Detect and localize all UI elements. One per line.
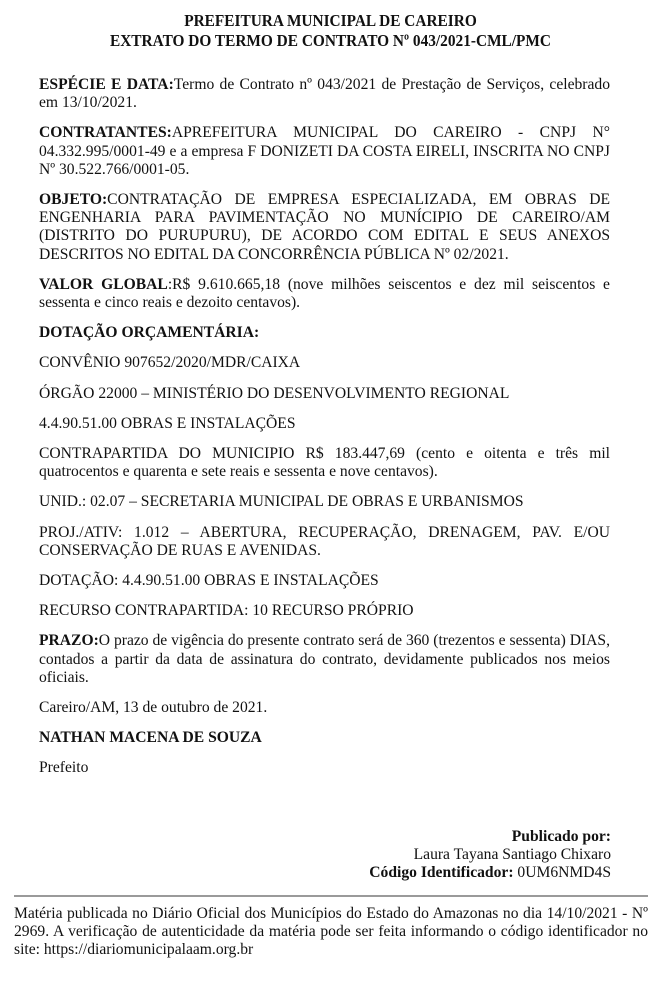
publisher-name: Laura Tayana Santiago Chixaro [413, 846, 611, 864]
contratantes-text: APREFEITURA MUNICIPAL DO CAREIRO - CNPJ N° 04.332.995/0001-49 e a empresa F DONIZETI DA COSTA EIRELI, INSCRITA NO CNPJ Nº 30.522.766/0001-05. [39, 124, 610, 178]
elemento-line: 4.4.90.51.00 OBRAS E INSTALAÇÕES [39, 414, 296, 432]
footer-note: Matéria publicada no Diário Oficial dos Municípios do Estado do Amazonas no dia 14/10/2021 - Nº 2969. A verificação de autenticidade da matéria pode ser feita informando o código identificador no site: https://diariomunicipalaam.org.br [14, 905, 648, 959]
contratantes-label: CONTRATANTES: [39, 124, 172, 142]
prazo-text: O prazo de vigência do presente contrato será de 360 (trezentos e sessenta) DIAS, contados a partir da data de assinatura do contrato, devidamente publicados nos meios oficiais. [39, 632, 610, 686]
recurso-line: RECURSO CONTRAPARTIDA: 10 RECURSO PRÓPRIO [39, 602, 414, 620]
dotacao-line: DOTAÇÃO: 4.4.90.51.00 OBRAS E INSTALAÇÕES [39, 572, 379, 590]
header-title: PREFEITURA MUNICIPAL DE CAREIRO [184, 11, 477, 30]
dotacao-title-text: DOTAÇÃO ORÇAMENTÁRIA: [39, 324, 260, 342]
especie-paragraph [39, 76, 610, 112]
identifier-code-label: Código Identificador: [369, 864, 514, 882]
prazo-label: PRAZO: [39, 632, 99, 650]
valor-label: VALOR GLOBAL [39, 275, 168, 293]
signatario-cargo: Prefeito [39, 759, 89, 777]
convenio-line: CONVÊNIO 907652/2020/MDR/CAIXA [39, 354, 301, 372]
contrapartida-paragraph: CONTRAPARTIDA DO MUNICIPIO R$ 183.447,69 (cento e oitenta e três mil quatrocentos e quarenta e sete reais e sessenta e nove centavos). [39, 445, 610, 481]
valor-paragraph [39, 276, 610, 312]
document-body [39, 76, 610, 790]
publication-info [369, 828, 611, 883]
dotacao-title [39, 324, 610, 342]
published-by-label-text: Publicado por: [511, 828, 611, 845]
identifier-code [369, 864, 611, 882]
proj-paragraph: PROJ./ATIV: 1.012 – ABERTURA, RECUPERAÇÃO, DRENAGEM, PAV. E/OU CONSERVAÇÃO DE RUAS E AVENIDAS. [39, 523, 610, 559]
local-data: Careiro/AM, 13 de outubro de 2021. [39, 699, 268, 717]
document-header [23, 11, 638, 51]
especie-label: ESPÉCIE E DATA: [39, 76, 174, 93]
valor-text: :R$ 9.610.665,18 (nove milhões seiscentos e dez mil seiscentos e sessenta e cinco reais e dezoito centavos). [39, 275, 610, 312]
objeto-paragraph [39, 191, 610, 264]
contratantes-paragraph [39, 124, 610, 179]
signatario-name [39, 729, 610, 747]
unid-line: UNID.: 02.07 – SECRETARIA MUNICIPAL DE OBRAS E URBANISMOS [39, 493, 524, 511]
signatario-name-text: NATHAN MACENA DE SOUZA [39, 729, 262, 747]
prazo-paragraph [39, 632, 610, 687]
orgao-line: ÓRGÃO 22000 – MINISTÉRIO DO DESENVOLVIMENTO REGIONAL [39, 384, 510, 402]
objeto-label: OBJETO: [39, 191, 108, 209]
published-by-label [369, 828, 611, 846]
especie-text: Termo de Contrato nº 043/2021 de Prestação de Serviços, celebrado em 13/10/2021. [39, 76, 610, 112]
identifier-code-value: 0UM6NMD4S [513, 864, 611, 882]
footer-divider [14, 895, 648, 897]
header-subtitle: EXTRATO DO TERMO DE CONTRATO Nº 043/2021-CML/PMC [109, 31, 551, 50]
objeto-text: CONTRATAÇÃO DE EMPRESA ESPECIALIZADA, EM OBRAS DE ENGENHARIA PARA PAVIMENTAÇÃO NO MUNÍCIPIO DE CAREIRO/AM (DISTRITO DO PURUPURU), DE ACORDO COM EDITAL E SEUS ANEXOS DESCRITOS NO EDITAL DA CONCORRÊNCIA PÚBLICA Nº 02/2021. [39, 191, 610, 263]
